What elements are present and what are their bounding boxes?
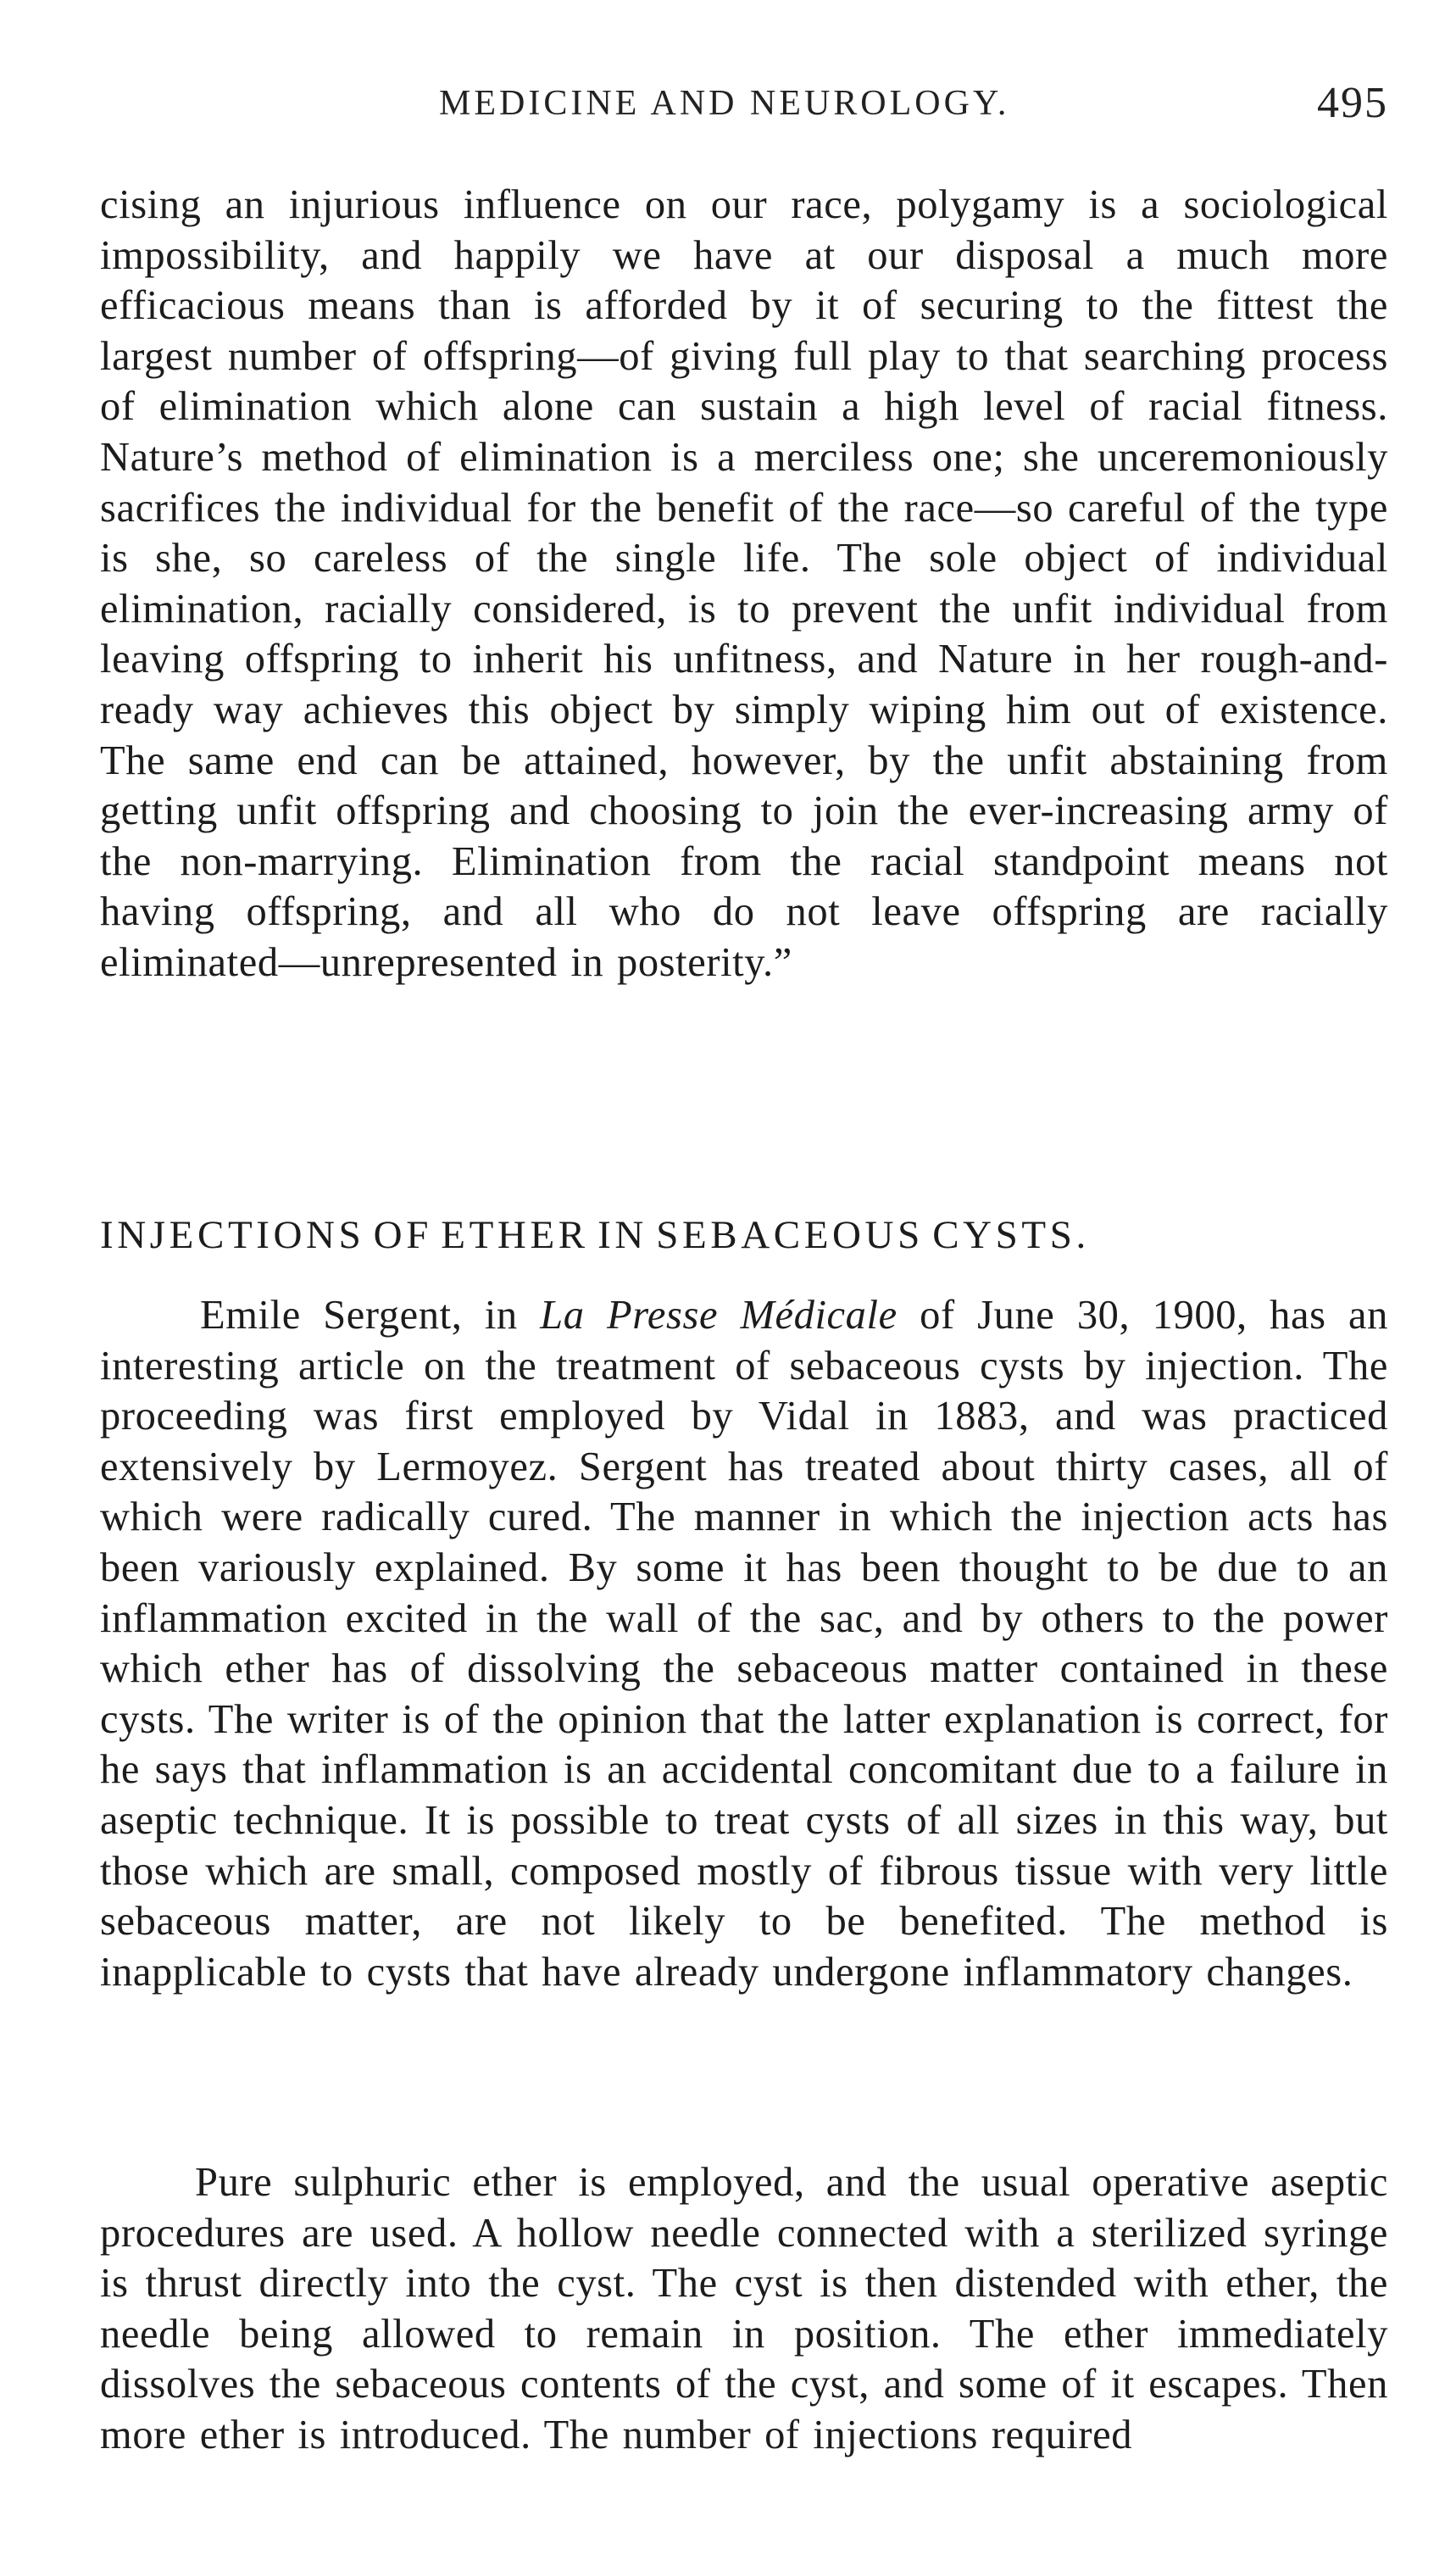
journal-title: La Presse Médicale bbox=[540, 1293, 897, 1338]
running-head bbox=[100, 78, 1388, 129]
paragraph-lead: Emile Sergent, in bbox=[200, 1293, 541, 1338]
article-paragraph-1 bbox=[100, 1290, 1388, 1997]
paragraph-body: of June 30, 1900, has an interesting article on the treatment of sebaceous cysts by injection. The proceeding was first employed by Vidal in 1883, and was practiced extensively by Lermoyez. Sergent has treated about thirty cases, all of which were radically cured. The manner in which the injection acts has been variously explained. By some it has been thought to be due to an inflammation excited in the wall of the sac, and by others to the power which ether has of dissolving the sebaceous matter contained in these cysts. The writer is of the opinion that the latter explanation is correct, for he says that inflammation is an accidental concomitant due to a failure in aseptic technique. It is possible to treat cysts of all sizes in this way, but those which are small, composed mostly of fibrous tissue with very little sebaceous matter, are not likely to be benefited. The method is inapplicable to cysts that have already undergone inflammatory changes. bbox=[100, 1293, 1388, 1995]
page-number: 495 bbox=[1317, 79, 1388, 127]
running-title: MEDICINE AND NEUROLOGY. bbox=[439, 84, 1010, 123]
continuation-paragraph: cising an injurious influence on our race, polygamy is a sociological impossibility, and happily we have at our disposal a much more efficacious means than is afforded by it of securing to the fittest the largest number of offspring—of giving full play to that searching process of elimination which alone can sustain a high level of racial fitness. Nature’s method of elimination is a merciless one; she unceremoniously sacrifices the individual for the benefit of the race—so careful of the type is she, so careless of the single life. The sole object of individual elimination, racially considered, is to prevent the unfit individual from leaving offspring to inherit his unfitness, and Nature in her rough-and-ready way achieves this object by simply wiping him out of existence. The same end can be attained, however, by the unfit abstaining from getting unfit offspring and choosing to join the ever-increasing army of the non-marrying. Elimination from the racial standpoint means not having offspring, and all who do not leave offspring are racially eliminated—unrepresented in posterity.” bbox=[100, 182, 1388, 985]
article-paragraph-2: Pure sulphuric ether is employed, and the usual operative aseptic procedures are used. A hollow needle connected with a sterilized syringe is thrust directly into the cyst. The cyst is then distended with ether, the needle being allowed to remain in position. The ether immediately dissolves the sebaceous contents of the cyst, and some of it escapes. Then more ether is introduced. The number of injections required bbox=[100, 2160, 1388, 2457]
section-heading: INJECTIONS OF ETHER IN SEBACEOUS CYSTS. bbox=[100, 1213, 1090, 1257]
